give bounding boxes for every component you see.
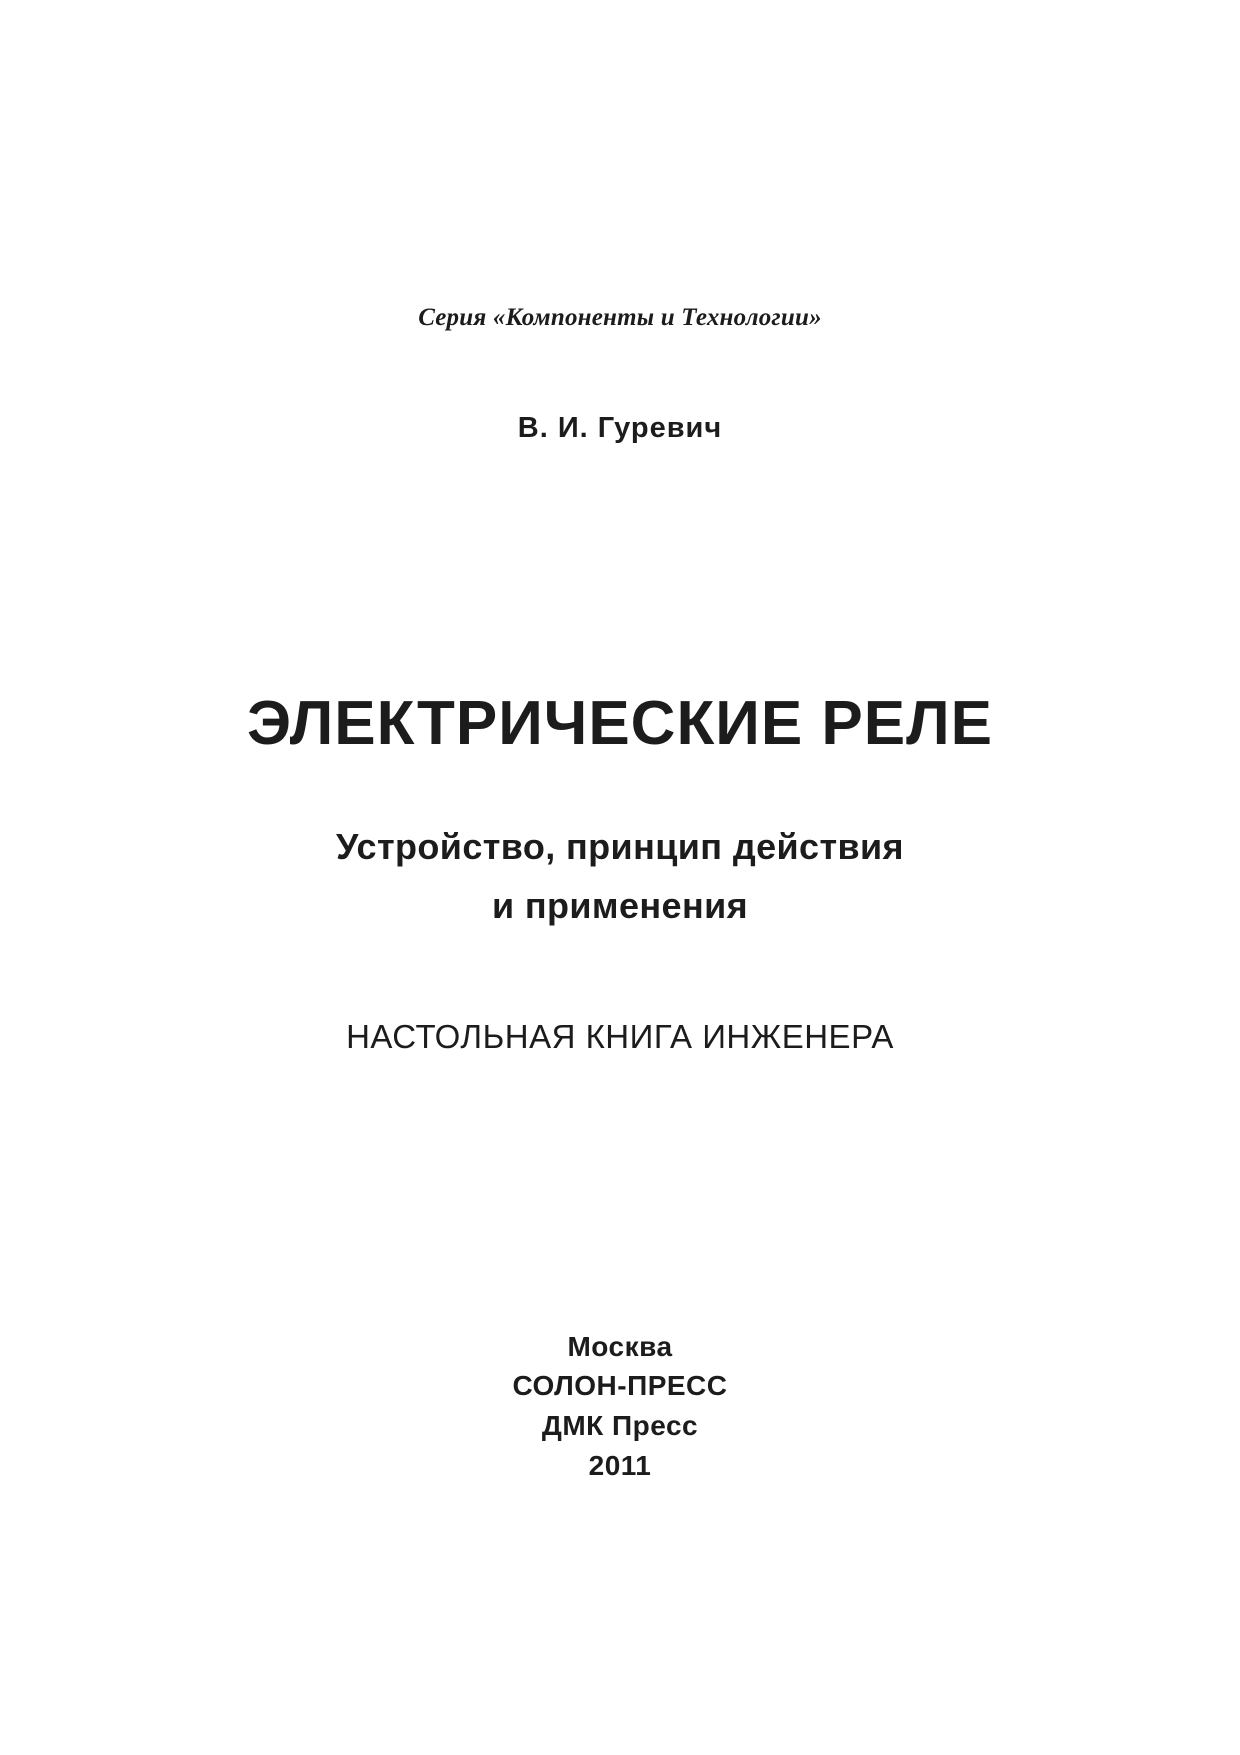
book-title: ЭЛЕКТРИЧЕСКИЕ РЕЛЕ	[246, 689, 993, 758]
author-name: В. И. Гуревич	[517, 412, 723, 444]
imprint-publisher-1: СОЛОН-ПРЕСС	[512, 1370, 728, 1401]
imprint-city: Москва	[567, 1331, 673, 1362]
subtitle-line-2: и применения	[491, 885, 749, 926]
imprint-publisher-2: ДМК Пресс	[541, 1410, 699, 1441]
subtitle-line-1: Устройство, принцип действия	[336, 826, 904, 867]
book-type: НАСТОЛЬНАЯ КНИГА ИНЖЕНЕРА	[346, 1018, 894, 1055]
imprint-year: 2011	[588, 1450, 652, 1481]
series-name: Серия «Компоненты и Технологии»	[418, 304, 822, 331]
